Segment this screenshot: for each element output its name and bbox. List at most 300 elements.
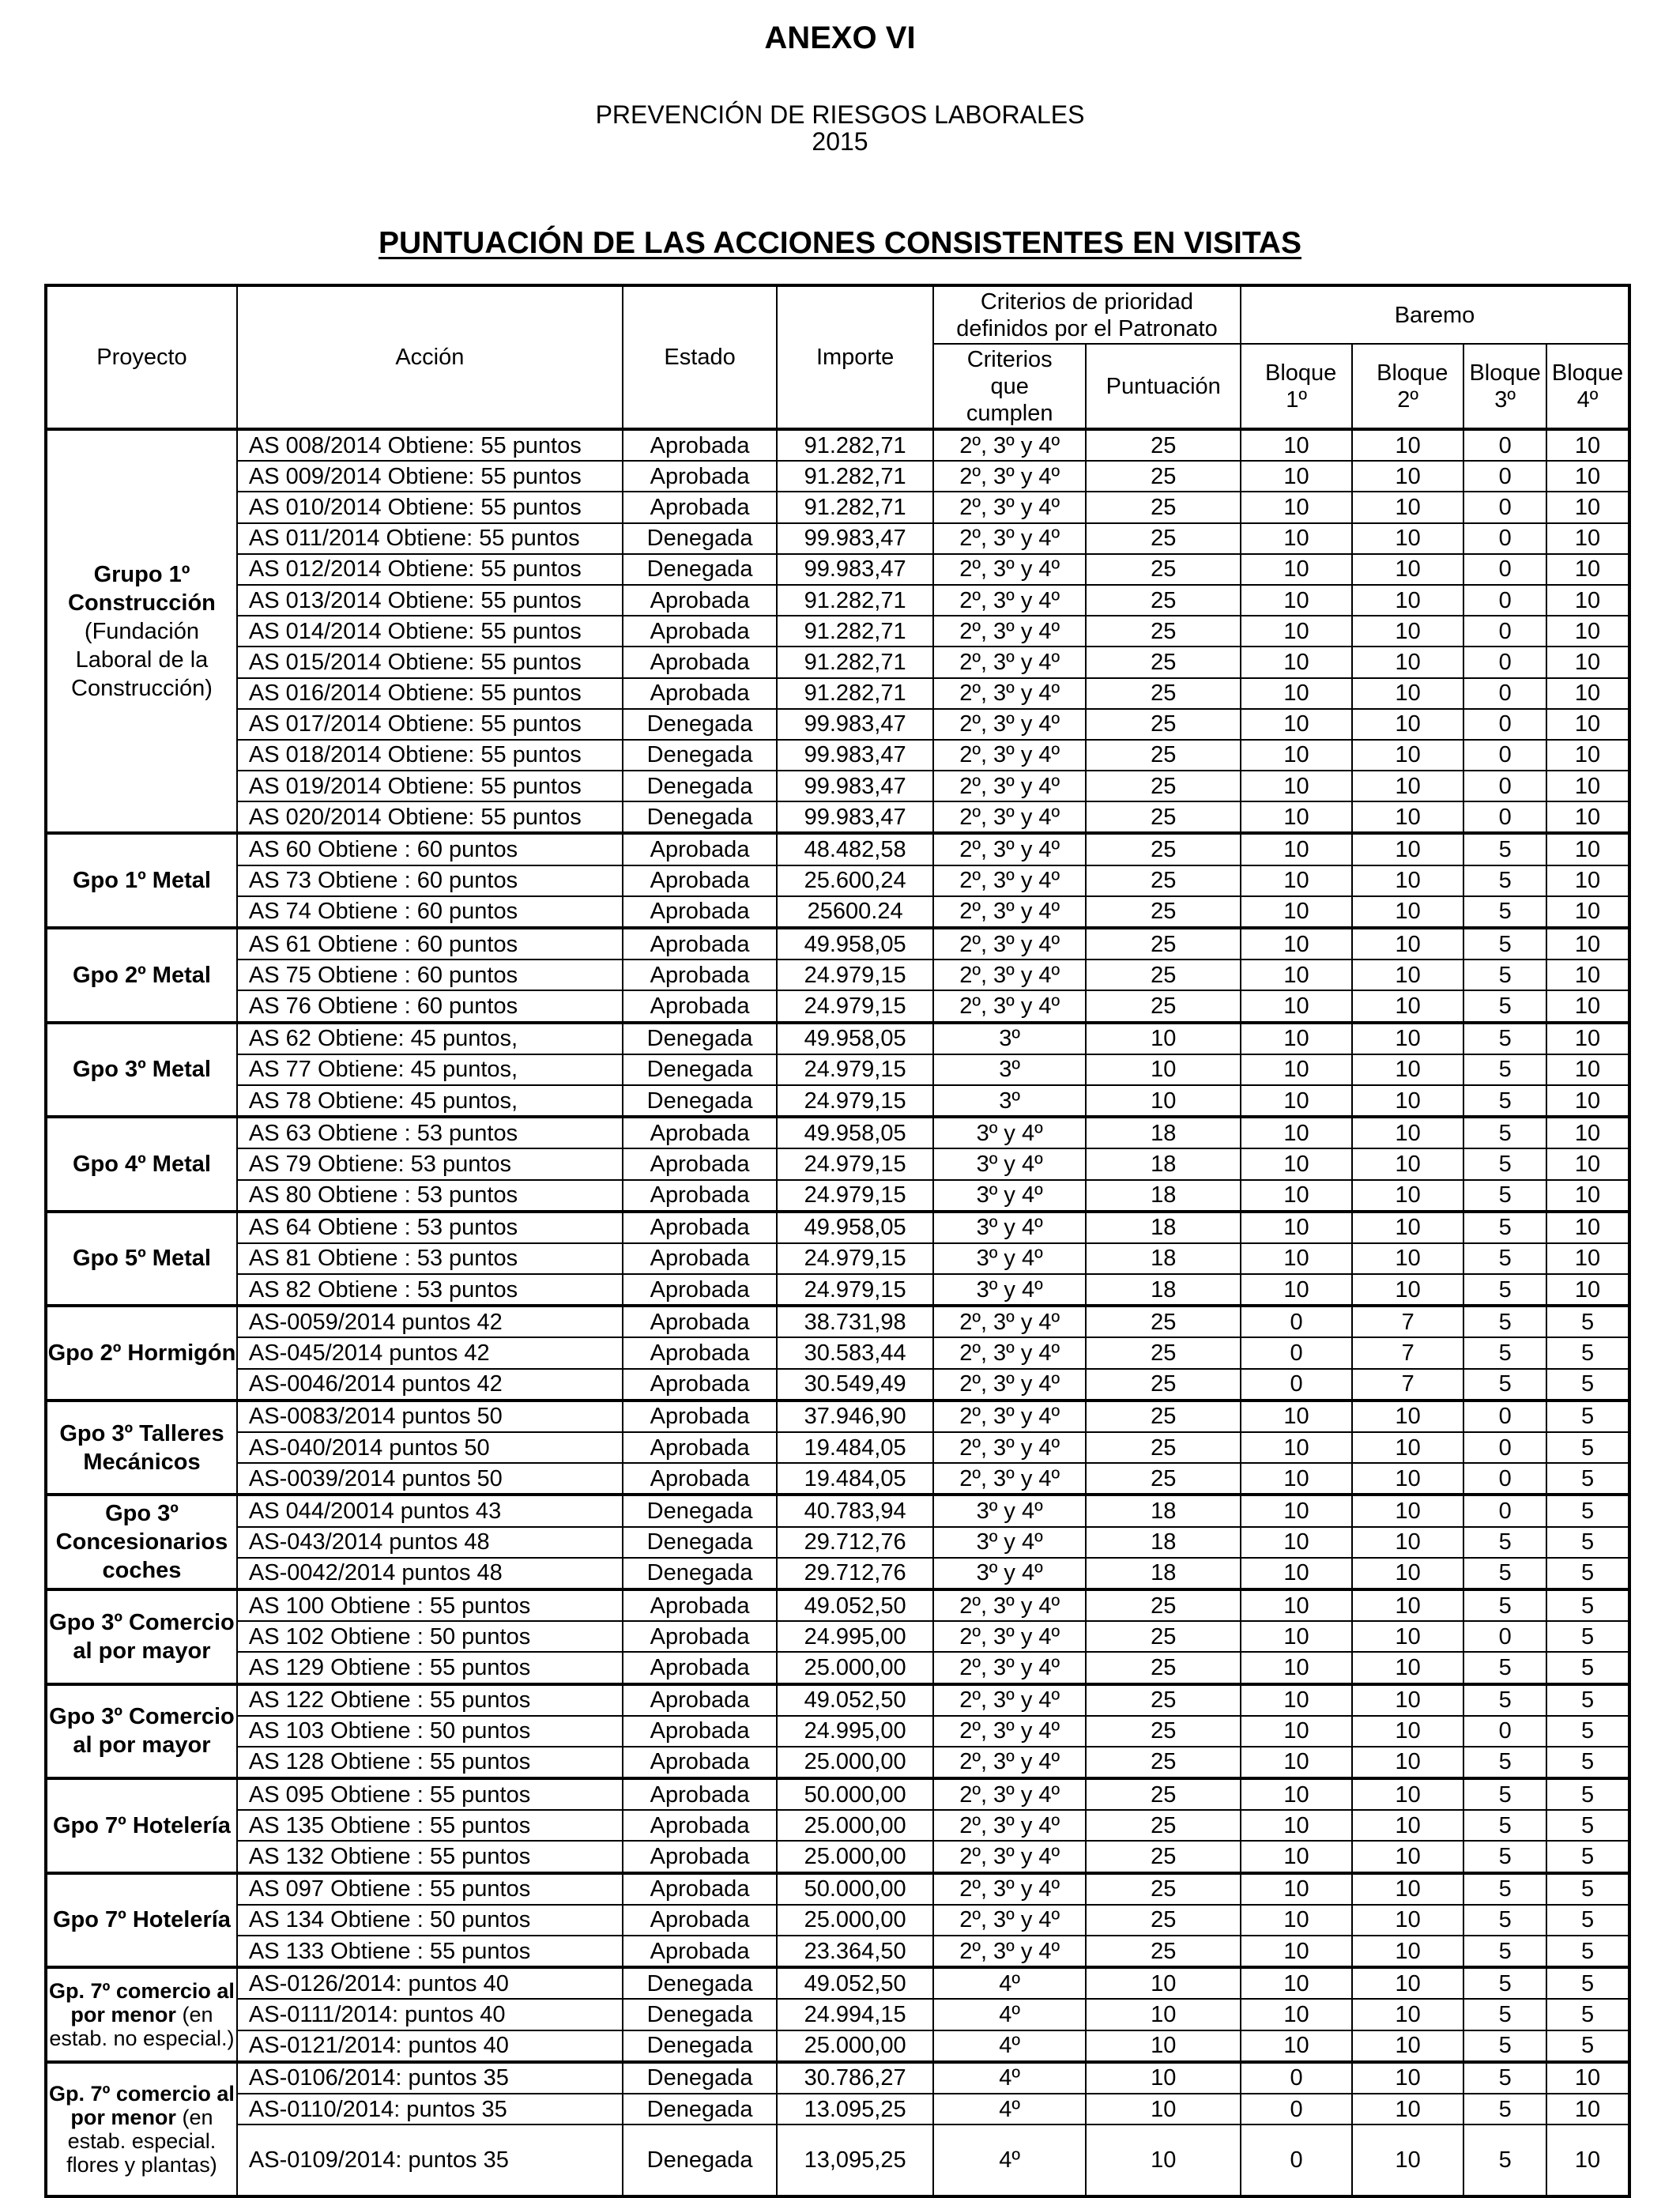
accion-cell: AS 018/2014 Obtiene: 55 puntos [237, 740, 623, 771]
puntuacion-cell: 25 [1086, 492, 1241, 522]
bloque-1-cell: 10 [1241, 709, 1352, 740]
bloque-3-cell: 5 [1463, 1337, 1546, 1368]
bloque-3-cell: 0 [1463, 801, 1546, 833]
bloque-3-cell: 5 [1463, 2062, 1546, 2094]
estado-cell: Aprobada [623, 647, 778, 677]
bloque-4-cell: 10 [1546, 2062, 1629, 2094]
importe-cell: 91.282,71 [777, 585, 933, 616]
importe-cell: 49.052,50 [777, 1684, 933, 1716]
estado-cell: Denegada [623, 1495, 778, 1526]
bloque-3-cell: 5 [1463, 1148, 1546, 1179]
bloque-4-cell: 10 [1546, 523, 1629, 554]
criterios-cell: 4º [933, 2062, 1087, 2094]
accion-cell: AS 82 Obtiene : 53 puntos [237, 1274, 623, 1306]
bloque-1-cell: 10 [1241, 1054, 1352, 1085]
puntuacion-cell: 10 [1086, 2030, 1241, 2062]
bloque-4-cell: 10 [1546, 2124, 1629, 2196]
bloque-3-cell: 5 [1463, 990, 1546, 1022]
importe-cell: 91.282,71 [777, 492, 933, 522]
estado-cell: Aprobada [623, 678, 778, 709]
puntuacion-cell: 25 [1086, 1369, 1241, 1401]
project-cell [46, 1495, 237, 1589]
criterios-cell: 2º, 3º y 4º [933, 1463, 1087, 1495]
importe-cell: 99.983,47 [777, 523, 933, 554]
table-row [46, 1212, 1629, 1243]
importe-cell: 25600.24 [777, 896, 933, 928]
project-note: (Fundación Laboral de la Construcción) [71, 618, 213, 701]
importe-cell: 48.482,58 [777, 833, 933, 865]
bloque-4-cell: 10 [1546, 647, 1629, 677]
table-row [46, 1778, 1629, 1810]
estado-cell: Denegada [623, 2094, 778, 2124]
estado-cell: Denegada [623, 2062, 778, 2094]
estado-cell: Aprobada [623, 1841, 778, 1872]
bloque-4-cell: 10 [1546, 865, 1629, 896]
accion-cell: AS 013/2014 Obtiene: 55 puntos [237, 585, 623, 616]
table-row [46, 2030, 1629, 2062]
puntuacion-cell: 25 [1086, 896, 1241, 928]
project-cell [46, 1778, 237, 1873]
project-cell [46, 1023, 237, 1118]
bloque-1-cell: 10 [1241, 523, 1352, 554]
accion-cell: AS 010/2014 Obtiene: 55 puntos [237, 492, 623, 522]
bloque-4-cell: 10 [1546, 1180, 1629, 1212]
bloque-4-cell: 10 [1546, 2094, 1629, 2124]
criterios-cell: 2º, 3º y 4º [933, 771, 1087, 801]
bloque-4-cell: 5 [1546, 1401, 1629, 1432]
bloque-4-cell: 10 [1546, 1023, 1629, 1054]
criterios-cell: 4º [933, 1967, 1087, 1999]
importe-cell: 25.000,00 [777, 1905, 933, 1936]
accion-cell: AS-0111/2014: puntos 40 [237, 1999, 623, 2030]
bloque-1-cell: 10 [1241, 678, 1352, 709]
bloque-4-cell: 10 [1546, 585, 1629, 616]
estado-cell: Denegada [623, 2030, 778, 2062]
puntuacion-cell: 10 [1086, 1999, 1241, 2030]
puntuacion-cell: 25 [1086, 928, 1241, 960]
bloque-2-cell: 10 [1352, 833, 1463, 865]
accion-cell: AS 78 Obtiene: 45 puntos, [237, 1085, 623, 1117]
importe-cell: 99.983,47 [777, 771, 933, 801]
accion-cell: AS-0110/2014: puntos 35 [237, 2094, 623, 2124]
col-header-proyecto: Proyecto [46, 285, 237, 429]
bloque-3-cell: 0 [1463, 1401, 1546, 1432]
project-name: Gpo 2º Hormigón [47, 1340, 236, 1367]
puntuacion-cell: 25 [1086, 865, 1241, 896]
estado-cell: Aprobada [623, 1778, 778, 1810]
project-name: Gpo 4º Metal [72, 1151, 211, 1177]
puntuacion-cell: 10 [1086, 1023, 1241, 1054]
criterios-cell: 2º, 3º y 4º [933, 1589, 1087, 1621]
importe-cell: 38.731,98 [777, 1306, 933, 1337]
accion-cell: AS 016/2014 Obtiene: 55 puntos [237, 678, 623, 709]
col-header-puntuacion: Puntuación [1086, 344, 1241, 429]
bloque-1-cell: 0 [1241, 1369, 1352, 1401]
puntuacion-cell: 25 [1086, 1621, 1241, 1652]
bloque-4-cell: 5 [1546, 1589, 1629, 1621]
project-name: Grupo 1º Construcción [68, 561, 216, 616]
bloque-2-cell: 10 [1352, 740, 1463, 771]
estado-cell: Aprobada [623, 1274, 778, 1306]
importe-cell: 13,095,25 [777, 2124, 933, 2196]
bloque-1-cell: 10 [1241, 865, 1352, 896]
bloque-2-cell: 10 [1352, 1558, 1463, 1589]
criterios-cell: 2º, 3º y 4º [933, 1778, 1087, 1810]
criterios-cell: 2º, 3º y 4º [933, 1306, 1087, 1337]
importe-cell: 24.979,15 [777, 1180, 933, 1212]
puntuacion-cell: 18 [1086, 1117, 1241, 1148]
criterios-cell: 2º, 3º y 4º [933, 865, 1087, 896]
bloque-4-cell: 5 [1546, 1369, 1629, 1401]
project-note: (en estab. no especial.) [49, 2002, 235, 2050]
puntuacion-cell: 25 [1086, 1652, 1241, 1683]
table-row [46, 1401, 1629, 1432]
puntuacion-cell: 25 [1086, 1841, 1241, 1872]
col-header-bloque-2: Bloque 2º [1352, 344, 1463, 429]
estado-cell: Aprobada [623, 1810, 778, 1841]
bloque-3-cell: 5 [1463, 1085, 1546, 1117]
puntuacion-cell: 25 [1086, 1716, 1241, 1747]
table-row [46, 1148, 1629, 1179]
bloque-2-cell: 10 [1352, 1589, 1463, 1621]
bloque-3-cell: 5 [1463, 1747, 1546, 1778]
bloque-3-cell: 5 [1463, 1841, 1546, 1872]
importe-cell: 25.000,00 [777, 1810, 933, 1841]
importe-cell: 25.600,24 [777, 865, 933, 896]
bloque-4-cell: 5 [1546, 1432, 1629, 1463]
bloque-1-cell: 0 [1241, 2094, 1352, 2124]
bloque-4-cell: 5 [1546, 1652, 1629, 1683]
bloque-3-cell: 5 [1463, 1558, 1546, 1589]
table-row [46, 585, 1629, 616]
importe-cell: 24.995,00 [777, 1716, 933, 1747]
puntuacion-cell: 25 [1086, 1401, 1241, 1432]
estado-cell: Aprobada [623, 1936, 778, 1967]
puntuacion-cell: 10 [1086, 2062, 1241, 2094]
project-name: Gpo 3º Metal [72, 1057, 211, 1083]
accion-cell: AS-0083/2014 puntos 50 [237, 1401, 623, 1432]
table-row [46, 1558, 1629, 1589]
project-cell [46, 1212, 237, 1306]
bloque-2-cell: 10 [1352, 1023, 1463, 1054]
bloque-1-cell: 0 [1241, 2124, 1352, 2196]
table-row [46, 1841, 1629, 1872]
accion-cell: AS 019/2014 Obtiene: 55 puntos [237, 771, 623, 801]
puntuacion-cell: 25 [1086, 960, 1241, 990]
table-row [46, 523, 1629, 554]
bloque-1-cell: 10 [1241, 833, 1352, 865]
importe-cell: 24.979,15 [777, 1243, 933, 1274]
importe-cell: 13.095,25 [777, 2094, 933, 2124]
estado-cell: Aprobada [623, 1621, 778, 1652]
bloque-4-cell: 5 [1546, 1306, 1629, 1337]
bloque-4-cell: 10 [1546, 771, 1629, 801]
importe-cell: 24.979,15 [777, 960, 933, 990]
table-row [46, 740, 1629, 771]
bloque-3-cell: 0 [1463, 492, 1546, 522]
estado-cell: Aprobada [623, 1117, 778, 1148]
table-row [46, 1495, 1629, 1526]
estado-cell: Aprobada [623, 1212, 778, 1243]
table-row [46, 801, 1629, 833]
project-name: Gpo 3º Comercio al por mayor [49, 1609, 235, 1664]
importe-cell: 99.983,47 [777, 740, 933, 771]
importe-cell: 29.712,76 [777, 1558, 933, 1589]
importe-cell: 49.958,05 [777, 928, 933, 960]
col-header-bloque-3: Bloque 3º [1463, 344, 1546, 429]
estado-cell: Aprobada [623, 1716, 778, 1747]
bloque-2-cell: 10 [1352, 1778, 1463, 1810]
criterios-cell: 2º, 3º y 4º [933, 523, 1087, 554]
puntuacion-cell: 25 [1086, 461, 1241, 492]
accion-cell: AS 097 Obtiene : 55 puntos [237, 1873, 623, 1905]
table-row [46, 1274, 1629, 1306]
bloque-2-cell: 10 [1352, 678, 1463, 709]
bloque-4-cell: 10 [1546, 990, 1629, 1022]
bloque-1-cell: 10 [1241, 1212, 1352, 1243]
criterios-cell: 2º, 3º y 4º [933, 1621, 1087, 1652]
puntuacion-cell: 25 [1086, 833, 1241, 865]
project-cell [46, 928, 237, 1023]
bloque-4-cell: 10 [1546, 1117, 1629, 1148]
bloque-2-cell: 10 [1352, 1180, 1463, 1212]
accion-cell: AS 81 Obtiene : 53 puntos [237, 1243, 623, 1274]
estado-cell: Aprobada [623, 1148, 778, 1179]
importe-cell: 49.052,50 [777, 1589, 933, 1621]
bloque-1-cell: 10 [1241, 1023, 1352, 1054]
estado-cell: Aprobada [623, 928, 778, 960]
accion-cell: AS 011/2014 Obtiene: 55 puntos [237, 523, 623, 554]
bloque-1-cell: 10 [1241, 1558, 1352, 1589]
importe-cell: 24.979,15 [777, 1148, 933, 1179]
table-row [46, 709, 1629, 740]
accion-cell: AS 009/2014 Obtiene: 55 puntos [237, 461, 623, 492]
table-row [46, 2062, 1629, 2094]
bloque-1-cell: 10 [1241, 1936, 1352, 1967]
bloque-3-cell: 0 [1463, 678, 1546, 709]
bloque-2-cell: 10 [1352, 1274, 1463, 1306]
bloque-4-cell: 5 [1546, 1716, 1629, 1747]
bloque-3-cell: 0 [1463, 1495, 1546, 1526]
bloque-2-cell: 10 [1352, 2124, 1463, 2196]
project-name: Gp. 7º comercio al por menor [48, 2081, 235, 2129]
importe-cell: 30.786,27 [777, 2062, 933, 2094]
bloque-1-cell: 10 [1241, 2030, 1352, 2062]
puntuacion-cell: 18 [1086, 1527, 1241, 1558]
criterios-cell: 3º y 4º [933, 1243, 1087, 1274]
bloque-2-cell: 10 [1352, 1085, 1463, 1117]
estado-cell: Aprobada [623, 585, 778, 616]
estado-cell: Denegada [623, 1054, 778, 1085]
project-cell [46, 1589, 237, 1684]
table-row [46, 1243, 1629, 1274]
table-row [46, 1463, 1629, 1495]
estado-cell: Aprobada [623, 1905, 778, 1936]
criterios-cell: 2º, 3º y 4º [933, 833, 1087, 865]
bloque-1-cell: 10 [1241, 1999, 1352, 2030]
accion-cell: AS 095 Obtiene : 55 puntos [237, 1778, 623, 1810]
importe-cell: 25.000,00 [777, 1841, 933, 1872]
bloque-4-cell: 10 [1546, 960, 1629, 990]
bloque-2-cell: 10 [1352, 928, 1463, 960]
col-header-criterios-group: Criterios de prioridad definidos por el Patronato [933, 285, 1241, 344]
criterios-cell: 3º [933, 1023, 1087, 1054]
accion-cell: AS-0126/2014: puntos 40 [237, 1967, 623, 1999]
bloque-1-cell: 10 [1241, 960, 1352, 990]
bloque-3-cell: 0 [1463, 1432, 1546, 1463]
importe-cell: 24.979,15 [777, 1274, 933, 1306]
criterios-cell: 3º y 4º [933, 1495, 1087, 1526]
table-row [46, 492, 1629, 522]
puntuacion-cell: 18 [1086, 1495, 1241, 1526]
bloque-1-cell: 0 [1241, 1337, 1352, 1368]
bloque-2-cell: 10 [1352, 1463, 1463, 1495]
bloque-3-cell: 5 [1463, 1274, 1546, 1306]
importe-cell: 29.712,76 [777, 1527, 933, 1558]
criterios-cell: 4º [933, 2094, 1087, 2124]
puntuacion-cell: 25 [1086, 1337, 1241, 1368]
bloque-1-cell: 10 [1241, 1905, 1352, 1936]
bloque-4-cell: 5 [1546, 1841, 1629, 1872]
bloque-1-cell: 10 [1241, 616, 1352, 647]
bloque-1-cell: 10 [1241, 928, 1352, 960]
estado-cell: Denegada [623, 1558, 778, 1589]
criterios-cell: 2º, 3º y 4º [933, 1369, 1087, 1401]
importe-cell: 25.000,00 [777, 1652, 933, 1683]
score-table [44, 284, 1631, 2198]
bloque-4-cell: 10 [1546, 801, 1629, 833]
table-row [46, 1337, 1629, 1368]
table-row [46, 1621, 1629, 1652]
project-cell [46, 1684, 237, 1779]
estado-cell: Aprobada [623, 1369, 778, 1401]
bloque-4-cell: 5 [1546, 1463, 1629, 1495]
table-row [46, 1873, 1629, 1905]
criterios-cell: 2º, 3º y 4º [933, 1337, 1087, 1368]
bloque-3-cell: 5 [1463, 1810, 1546, 1841]
puntuacion-cell: 25 [1086, 616, 1241, 647]
bloque-2-cell: 10 [1352, 1999, 1463, 2030]
criterios-cell: 2º, 3º y 4º [933, 1716, 1087, 1747]
estado-cell: Denegada [623, 709, 778, 740]
bloque-1-cell: 10 [1241, 1589, 1352, 1621]
importe-cell: 40.783,94 [777, 1495, 933, 1526]
puntuacion-cell: 25 [1086, 801, 1241, 833]
table-row [46, 554, 1629, 585]
table-row [46, 1180, 1629, 1212]
criterios-cell: 3º y 4º [933, 1527, 1087, 1558]
importe-cell: 91.282,71 [777, 647, 933, 677]
accion-cell: AS 128 Obtiene : 55 puntos [237, 1747, 623, 1778]
bloque-4-cell: 10 [1546, 1085, 1629, 1117]
bloque-1-cell: 10 [1241, 990, 1352, 1022]
estado-cell: Denegada [623, 801, 778, 833]
bloque-4-cell: 10 [1546, 1148, 1629, 1179]
puntuacion-cell: 25 [1086, 1810, 1241, 1841]
bloque-4-cell: 5 [1546, 2030, 1629, 2062]
bloque-3-cell: 5 [1463, 1117, 1546, 1148]
puntuacion-cell: 25 [1086, 709, 1241, 740]
table-row [46, 833, 1629, 865]
bloque-3-cell: 0 [1463, 523, 1546, 554]
importe-cell: 19.484,05 [777, 1463, 933, 1495]
bloque-2-cell: 10 [1352, 2094, 1463, 2124]
estado-cell: Denegada [623, 771, 778, 801]
importe-cell: 23.364,50 [777, 1936, 933, 1967]
bloque-1-cell: 10 [1241, 585, 1352, 616]
bloque-1-cell: 10 [1241, 1967, 1352, 1999]
bloque-3-cell: 5 [1463, 1212, 1546, 1243]
bloque-1-cell: 10 [1241, 1684, 1352, 1716]
bloque-2-cell: 10 [1352, 801, 1463, 833]
project-name: Gpo 7º Hotelería [53, 1907, 231, 1933]
col-header-bloque-1: Bloque 1º [1241, 344, 1352, 429]
bloque-2-cell: 10 [1352, 647, 1463, 677]
importe-cell: 91.282,71 [777, 616, 933, 647]
bloque-3-cell: 5 [1463, 1527, 1546, 1558]
criterios-cell: 3º y 4º [933, 1148, 1087, 1179]
table-row [46, 1589, 1629, 1621]
table-row [46, 1527, 1629, 1558]
bloque-2-cell: 10 [1352, 1401, 1463, 1432]
criterios-cell: 3º [933, 1085, 1087, 1117]
bloque-4-cell: 5 [1546, 1778, 1629, 1810]
estado-cell: Aprobada [623, 896, 778, 928]
table-row [46, 1054, 1629, 1085]
bloque-4-cell: 10 [1546, 928, 1629, 960]
table-row [46, 1905, 1629, 1936]
bloque-4-cell: 10 [1546, 616, 1629, 647]
accion-cell: AS-040/2014 puntos 50 [237, 1432, 623, 1463]
estado-cell: Denegada [623, 1967, 778, 1999]
accion-cell: AS 73 Obtiene : 60 puntos [237, 865, 623, 896]
bloque-2-cell: 10 [1352, 1936, 1463, 1967]
criterios-cell: 2º, 3º y 4º [933, 1905, 1087, 1936]
estado-cell: Denegada [623, 1527, 778, 1558]
bloque-1-cell: 10 [1241, 1841, 1352, 1872]
estado-cell: Aprobada [623, 990, 778, 1022]
estado-cell: Aprobada [623, 1589, 778, 1621]
puntuacion-cell: 18 [1086, 1243, 1241, 1274]
accion-cell: AS-0039/2014 puntos 50 [237, 1463, 623, 1495]
puntuacion-cell: 25 [1086, 1589, 1241, 1621]
bloque-1-cell: 10 [1241, 1401, 1352, 1432]
accion-cell: AS 044/20014 puntos 43 [237, 1495, 623, 1526]
accion-cell: AS 103 Obtiene : 50 puntos [237, 1716, 623, 1747]
bloque-3-cell: 5 [1463, 1243, 1546, 1274]
table-row [46, 1085, 1629, 1117]
bloque-3-cell: 5 [1463, 960, 1546, 990]
bloque-3-cell: 5 [1463, 1023, 1546, 1054]
accion-cell: AS 63 Obtiene : 53 puntos [237, 1117, 623, 1148]
bloque-4-cell: 10 [1546, 554, 1629, 585]
accion-cell: AS 008/2014 Obtiene: 55 puntos [237, 429, 623, 461]
bloque-2-cell: 10 [1352, 1841, 1463, 1872]
bloque-4-cell: 5 [1546, 1905, 1629, 1936]
bloque-1-cell: 10 [1241, 429, 1352, 461]
bloque-4-cell: 10 [1546, 492, 1629, 522]
importe-cell: 24.979,15 [777, 1085, 933, 1117]
criterios-cell: 2º, 3º y 4º [933, 960, 1087, 990]
accion-cell: AS-0121/2014: puntos 40 [237, 2030, 623, 2062]
puntuacion-cell: 25 [1086, 1936, 1241, 1967]
bloque-3-cell: 0 [1463, 709, 1546, 740]
bloque-2-cell: 10 [1352, 1212, 1463, 1243]
bloque-1-cell: 10 [1241, 492, 1352, 522]
puntuacion-cell: 18 [1086, 1148, 1241, 1179]
estado-cell: Aprobada [623, 429, 778, 461]
bloque-3-cell: 5 [1463, 1778, 1546, 1810]
